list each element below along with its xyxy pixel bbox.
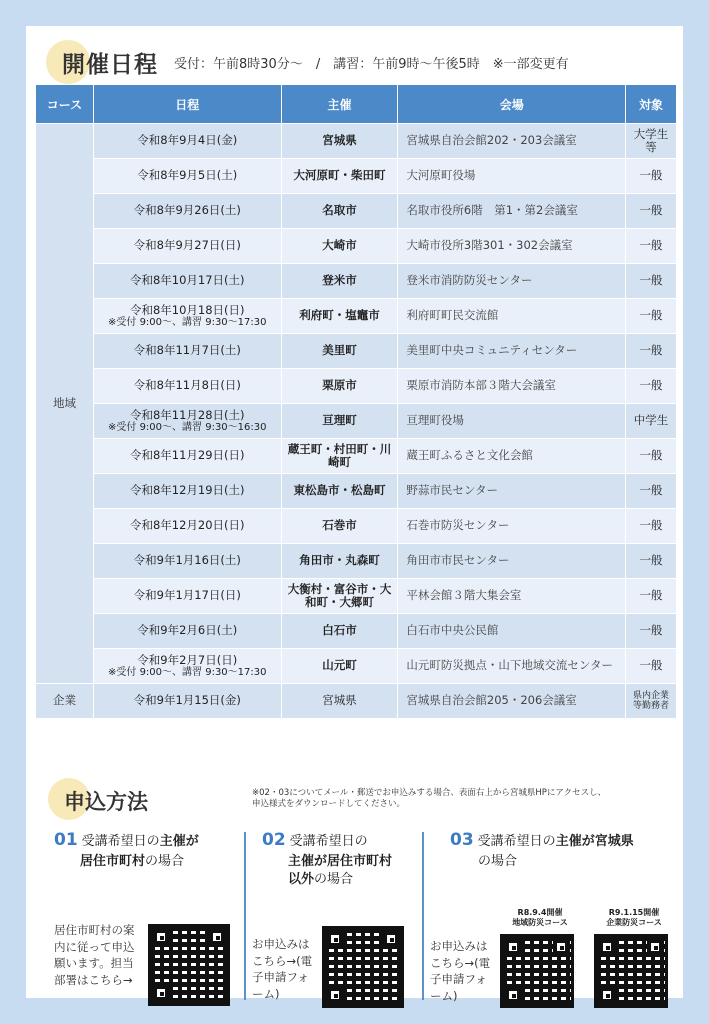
method-02-text: お申込みはこちら→(電子申請フォーム) (252, 937, 313, 1002)
date-cell (93, 544, 281, 579)
method-02 (262, 828, 442, 890)
header-date: 日程 (93, 85, 281, 124)
date-cell (93, 649, 281, 684)
method-03-number: 03 (450, 830, 474, 850)
schedule-subtitle: 受付：午前8時30分～ / 講習：午前9時～午後5時 ※一部変更有 (174, 56, 569, 72)
target-cell: 一般 (626, 159, 677, 194)
method-01-post: の場合 (145, 853, 185, 869)
qr-code-03-corporate[interactable] (594, 934, 668, 1008)
venue-cell: 角田市市民センター (398, 544, 626, 579)
method-02-pre: 受講希望日の (289, 834, 368, 849)
date-text: 令和8年12月19日(土) (129, 483, 245, 498)
date-note: ※受付 9:00～、講習 9:30～17:30 (108, 316, 267, 328)
qr-code-01[interactable] (148, 924, 230, 1006)
venue-cell: 石巻市防災センター (398, 509, 626, 544)
table-row (36, 124, 677, 159)
venue-cell: 大河原町役場 (398, 159, 626, 194)
target-cell: 一般 (626, 544, 677, 579)
target-cell: 一般 (626, 264, 677, 299)
schedule-table (35, 84, 677, 719)
target-cell: 一般 (626, 614, 677, 649)
method-01-heading (54, 828, 244, 871)
table-row (36, 264, 677, 299)
qr-label-r9: R9.1.15開催 企業防災コース (606, 908, 662, 927)
target-cell: 一般 (626, 229, 677, 264)
date-text: 令和8年10月17日(土) (129, 273, 245, 288)
schedule-body (36, 124, 677, 719)
venue-cell: 亘理町役場 (398, 404, 626, 439)
method-02-heading (262, 828, 442, 890)
method-03-heading (450, 828, 680, 871)
target-cell: 一般 (626, 299, 677, 334)
target-cell: 一般 (626, 369, 677, 404)
date-text: 令和8年9月4日(金) (137, 133, 238, 148)
method-02-post: の場合 (314, 872, 354, 888)
table-row (36, 369, 677, 404)
date-note: ※受付 9:00～、講習 9:30～16:30 (108, 421, 267, 433)
method-03-text: お申込みはこちら→(電子申請フォーム) (430, 939, 491, 1004)
method-02-bold2: 以外 (288, 872, 315, 888)
organizer-cell: 山元町 (281, 649, 398, 684)
application-note: ※02・03についてメール・郵送でお申込みする場合、表面右上から宮城県HPにアクセスし、申込様式をダウンロードしてください。 (252, 788, 607, 810)
date-text: 令和8年9月27日(日) (133, 238, 241, 253)
date-cell (93, 509, 281, 544)
organizer-cell: 東松島市・松島町 (281, 474, 398, 509)
application-title: 申込方法 (64, 790, 148, 814)
table-row (36, 509, 677, 544)
venue-cell: 平林会館３階大集会室 (398, 579, 626, 614)
venue-cell: 宮城県自治会館202・203会議室 (398, 124, 626, 159)
date-text: 令和9年2月7日(日) (137, 652, 238, 667)
organizer-cell: 大崎市 (281, 229, 398, 264)
method-01-pre: 受講希望日の (81, 834, 160, 849)
venue-cell: 宮城県自治会館205・206会議室 (398, 684, 626, 719)
organizer-cell: 大河原町・柴田町 (281, 159, 398, 194)
date-text: 令和8年11月7日(土) (133, 343, 241, 358)
date-text: 令和8年10月18日(日) (129, 302, 245, 317)
target-cell: 大学生等 (626, 124, 677, 159)
course-cell: 地域 (36, 124, 94, 684)
flyer-sheet (26, 26, 683, 1004)
table-row (36, 474, 677, 509)
date-cell (93, 264, 281, 299)
organizer-cell: 石巻市 (281, 509, 398, 544)
date-cell: 令和9年1月15日(金) (93, 684, 281, 719)
method-01-number: 01 (54, 830, 78, 850)
method-02-bold1: 主催が居住市町村 (288, 853, 393, 869)
organizer-cell: 蔵王町・村田町・川崎町 (281, 439, 398, 474)
date-cell (93, 404, 281, 439)
table-row (36, 229, 677, 264)
course-cell: 企業 (36, 684, 94, 719)
method-02-number: 02 (262, 830, 286, 850)
organizer-cell: 名取市 (281, 194, 398, 229)
date-note: ※受付 9:00～、講習 9:30～17:30 (108, 666, 267, 678)
organizer-cell: 白石市 (281, 614, 398, 649)
venue-cell: 登米市消防防災センター (398, 264, 626, 299)
organizer-cell: 宮城県 (281, 684, 398, 719)
date-text: 令和8年9月5日(土) (137, 168, 238, 183)
header-course: コース (36, 85, 94, 124)
header-organizer: 主催 (281, 85, 398, 124)
table-row (36, 299, 677, 334)
venue-cell: 美里町中央コミュニティセンター (398, 334, 626, 369)
organizer-cell: 登米市 (281, 264, 398, 299)
table-row (36, 579, 677, 614)
venue-cell: 名取市役所6階 第1・第2会議室 (398, 194, 626, 229)
table-row-corporate (36, 684, 677, 719)
schedule-header (46, 36, 569, 88)
table-row (36, 334, 677, 369)
organizer-cell: 宮城県 (281, 124, 398, 159)
method-03 (450, 828, 680, 871)
table-row (36, 194, 677, 229)
target-cell: 一般 (626, 439, 677, 474)
target-cell: 一般 (626, 334, 677, 369)
venue-cell: 大崎市役所3階301・302会議室 (398, 229, 626, 264)
header-target: 対象 (626, 85, 677, 124)
date-text: 令和8年11月29日(日) (129, 448, 245, 463)
target-cell: 一般 (626, 579, 677, 614)
venue-cell: 白石市中央公民館 (398, 614, 626, 649)
venue-cell: 野蒜市民センター (398, 474, 626, 509)
date-cell (93, 124, 281, 159)
date-cell (93, 474, 281, 509)
target-cell: 一般 (626, 474, 677, 509)
organizer-cell: 利府町・塩竈市 (281, 299, 398, 334)
organizer-cell: 角田市・丸森町 (281, 544, 398, 579)
method-01-bold1: 主催が (159, 834, 199, 849)
qr-code-02[interactable] (322, 926, 404, 1008)
date-cell (93, 334, 281, 369)
target-cell: 一般 (626, 649, 677, 684)
method-03-post: の場合 (478, 853, 518, 869)
column-divider (422, 832, 424, 1000)
target-cell: 一般 (626, 194, 677, 229)
date-cell (93, 439, 281, 474)
organizer-cell: 亘理町 (281, 404, 398, 439)
date-cell (93, 229, 281, 264)
method-01-text: 居住市町村の案内に従って申込願います。担当部署はこちら→ (54, 923, 135, 988)
qr-code-03-local[interactable] (500, 934, 574, 1008)
date-text: 令和8年12月20日(日) (129, 518, 245, 533)
date-text: 令和9年1月17日(日) (133, 588, 241, 603)
table-row (36, 404, 677, 439)
venue-cell: 蔵王町ふるさと文化会館 (398, 439, 626, 474)
table-row (36, 439, 677, 474)
organizer-cell: 栗原市 (281, 369, 398, 404)
method-01 (54, 828, 244, 871)
target-cell: 中学生 (626, 404, 677, 439)
date-text: 令和9年2月6日(土) (137, 623, 238, 638)
method-03-pre: 受講希望日の (477, 834, 556, 849)
date-cell (93, 614, 281, 649)
date-text: 令和8年11月8日(日) (133, 378, 241, 393)
date-text: 令和9年1月16日(土) (133, 553, 241, 568)
qr-label-r8: R8.9.4開催 地域防災コース (512, 908, 568, 927)
target-cell: 一般 (626, 509, 677, 544)
date-text: 令和8年9月26日(土) (133, 203, 241, 218)
organizer-cell: 美里町 (281, 334, 398, 369)
table-header-row (36, 85, 677, 124)
header-venue: 会場 (398, 85, 626, 124)
organizer-cell: 大衡村・富谷市・大和町・大郷町 (281, 579, 398, 614)
date-text: 令和8年11月28日(土) (129, 407, 245, 422)
date-cell (93, 369, 281, 404)
venue-cell: 利府町町民交流館 (398, 299, 626, 334)
table-row (36, 649, 677, 684)
venue-cell: 栗原市消防本部３階大会議室 (398, 369, 626, 404)
table-row (36, 544, 677, 579)
table-row (36, 159, 677, 194)
date-cell (93, 159, 281, 194)
method-03-bold1: 主催が宮城県 (555, 834, 634, 849)
schedule-title: 開催日程 (62, 51, 158, 78)
date-cell (93, 579, 281, 614)
date-cell (93, 194, 281, 229)
column-divider (244, 832, 246, 1000)
venue-cell: 山元町防災拠点・山下地域交流センター (398, 649, 626, 684)
method-01-bold2: 居住市町村 (80, 853, 146, 869)
date-cell (93, 299, 281, 334)
target-cell: 県内企業等勤務者 (626, 684, 677, 719)
table-row (36, 614, 677, 649)
